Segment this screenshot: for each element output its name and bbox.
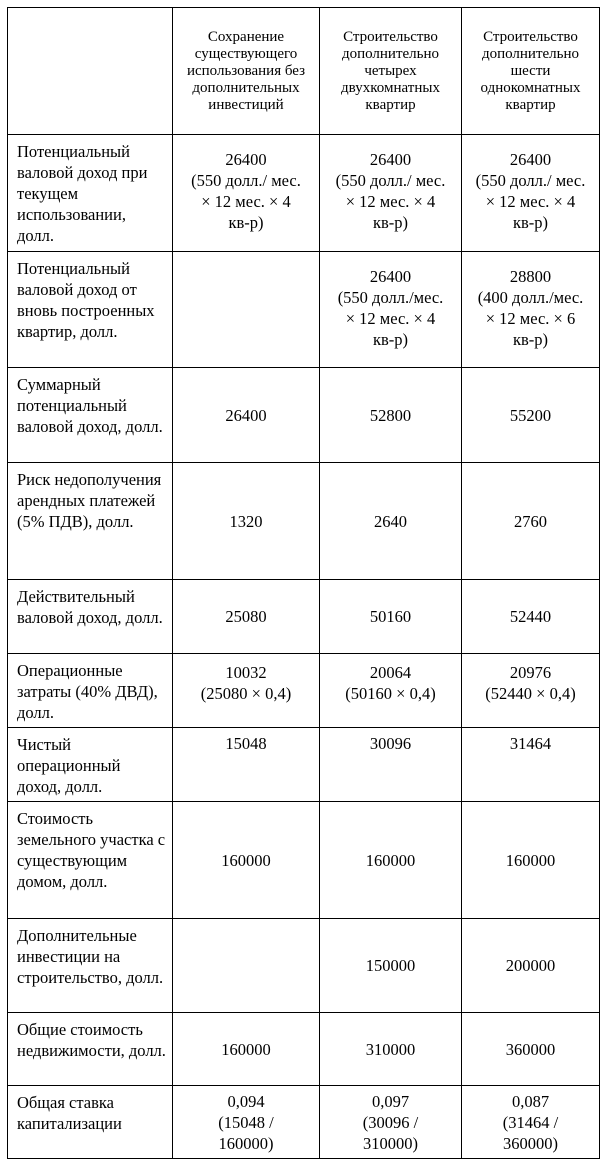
value-cell — [320, 463, 462, 580]
value-line: 30096 — [369, 734, 412, 753]
value-line: 0,097 — [371, 1091, 410, 1111]
value-cell — [462, 802, 600, 919]
row-label: Стоимость земельного участка с существующим домом, долл. — [8, 802, 173, 919]
value-line: 0,094 — [227, 1091, 265, 1111]
value-line: 2640 — [374, 511, 407, 531]
value-cell — [173, 728, 320, 802]
value-cell — [320, 1086, 462, 1159]
row-label: Дополнительные инвестиции на строительство, долл. — [8, 919, 173, 1013]
value-cell — [173, 463, 320, 580]
value-cell — [173, 802, 320, 919]
value-line: 360000) — [503, 1133, 558, 1153]
value-line: (550 долл./ мес. — [335, 171, 446, 190]
value-line: 52800 — [369, 405, 412, 425]
table-row — [8, 1086, 600, 1159]
value-cell — [320, 135, 462, 252]
value-cell — [320, 580, 462, 654]
value-line: × 12 мес. × 4 — [345, 309, 436, 328]
value-line: 160000) — [218, 1133, 274, 1153]
value-cell — [173, 919, 320, 1013]
value-cell — [173, 654, 320, 728]
value-cell — [173, 1013, 320, 1086]
value-line: (550 долл./ мес. — [191, 171, 301, 190]
value-cell — [320, 919, 462, 1013]
value-cell — [320, 654, 462, 728]
value-line: × 12 мес. × 6 — [485, 309, 576, 328]
value-line: 150000 — [365, 956, 416, 975]
value-line: (31464 / — [502, 1112, 559, 1132]
table-row — [8, 580, 600, 654]
value-line: (50160 × 0,4) — [345, 684, 436, 703]
value-line: 25080 — [225, 607, 267, 626]
value-line: 160000 — [365, 850, 416, 870]
value-cell — [462, 463, 600, 580]
row-label: Действительный валовой доход, долл. — [8, 580, 173, 654]
value-line: кв-р) — [372, 330, 409, 349]
value-cell — [320, 252, 462, 368]
value-line: 26400 — [225, 150, 267, 169]
value-line: 26400 — [225, 405, 267, 425]
table-row — [8, 135, 600, 252]
value-line: 20976 — [509, 663, 552, 682]
value-cell — [173, 135, 320, 252]
row-label: Потенциальный валовой доход от вновь построенных квартир, долл. — [8, 252, 173, 368]
table-row — [8, 802, 600, 919]
value-cell — [462, 368, 600, 463]
value-cell — [462, 1086, 600, 1159]
value-line: 52440 — [509, 607, 552, 626]
table-row — [8, 368, 600, 463]
header-cell-build-four-two-room: Строительство дополнительно четырех двухкомнатных квартир — [320, 8, 462, 135]
table-row — [8, 919, 600, 1013]
table-row — [8, 654, 600, 728]
value-line: × 12 мес. × 4 — [201, 192, 291, 211]
value-line: 160000 — [221, 850, 271, 870]
value-line: 26400 — [369, 150, 412, 169]
header-cell-keep-current-use: Сохранение существующего использования без дополнительных инвестиций — [173, 8, 320, 135]
value-cell — [320, 368, 462, 463]
value-cell — [173, 368, 320, 463]
value-cell — [173, 1086, 320, 1159]
value-cell — [462, 728, 600, 802]
value-line: (550 долл./мес. — [337, 288, 444, 307]
value-cell — [173, 252, 320, 368]
value-line: 0,087 — [511, 1091, 550, 1111]
value-line: кв-р) — [512, 330, 549, 349]
value-line: (30096 / — [362, 1112, 419, 1132]
value-line: 10032 — [225, 663, 267, 682]
value-line: 2760 — [514, 511, 547, 531]
row-label: Операционные затраты (40% ДВД), долл. — [8, 654, 173, 728]
value-line: (52440 × 0,4) — [485, 684, 576, 703]
value-line: (15048 / — [218, 1112, 274, 1132]
value-cell — [320, 802, 462, 919]
table-row — [8, 1013, 600, 1086]
header-cell-build-six-one-room: Строительство дополнительно шести однокомнатных квартир — [462, 8, 600, 135]
value-line: 20064 — [369, 663, 412, 682]
value-line: 26400 — [509, 150, 552, 169]
value-line: 55200 — [509, 405, 552, 425]
value-line: 200000 — [505, 956, 556, 975]
table-row — [8, 252, 600, 368]
row-label: Общая ставка капитализации — [8, 1086, 173, 1159]
header-cell-empty — [8, 8, 173, 135]
value-cell — [462, 1013, 600, 1086]
row-label: Суммарный потенциальный валовой доход, долл. — [8, 368, 173, 463]
header-row — [8, 8, 600, 135]
value-line: кв-р) — [228, 213, 264, 232]
value-cell — [320, 728, 462, 802]
value-line: 360000 — [505, 1039, 556, 1059]
value-line: 31464 — [509, 734, 552, 753]
row-label: Общие стоимость недвижимости, долл. — [8, 1013, 173, 1086]
value-line: 1320 — [229, 511, 263, 531]
value-line: (25080 × 0,4) — [200, 684, 292, 703]
value-cell — [462, 580, 600, 654]
value-line: × 12 мес. × 4 — [485, 192, 576, 211]
value-line: (400 долл./мес. — [477, 288, 584, 307]
value-cell — [462, 919, 600, 1013]
value-cell — [173, 580, 320, 654]
table-row — [8, 728, 600, 802]
table-row — [8, 463, 600, 580]
value-cell — [462, 252, 600, 368]
row-label: Чистый операционный доход, долл. — [8, 728, 173, 802]
value-line: 28800 — [509, 267, 552, 286]
value-cell — [462, 654, 600, 728]
value-line: 310000) — [363, 1133, 418, 1153]
value-line: 15048 — [225, 734, 267, 753]
value-line: 26400 — [369, 267, 412, 286]
value-cell — [462, 135, 600, 252]
value-line: кв-р) — [512, 213, 549, 232]
value-line: × 12 мес. × 4 — [345, 192, 436, 211]
row-label: Риск недополучения арендных платежей (5% ПДВ), долл. — [8, 463, 173, 580]
value-line: 310000 — [365, 1039, 416, 1059]
value-line: 160000 — [221, 1039, 271, 1059]
value-line: 50160 — [369, 607, 412, 626]
capitalization-table — [7, 7, 600, 1159]
value-line: кв-р) — [372, 213, 409, 232]
value-line: (550 долл./ мес. — [475, 171, 586, 190]
value-line: 160000 — [505, 850, 556, 870]
row-label: Потенциальный валовой доход при текущем использовании, долл. — [8, 135, 173, 252]
value-cell — [320, 1013, 462, 1086]
